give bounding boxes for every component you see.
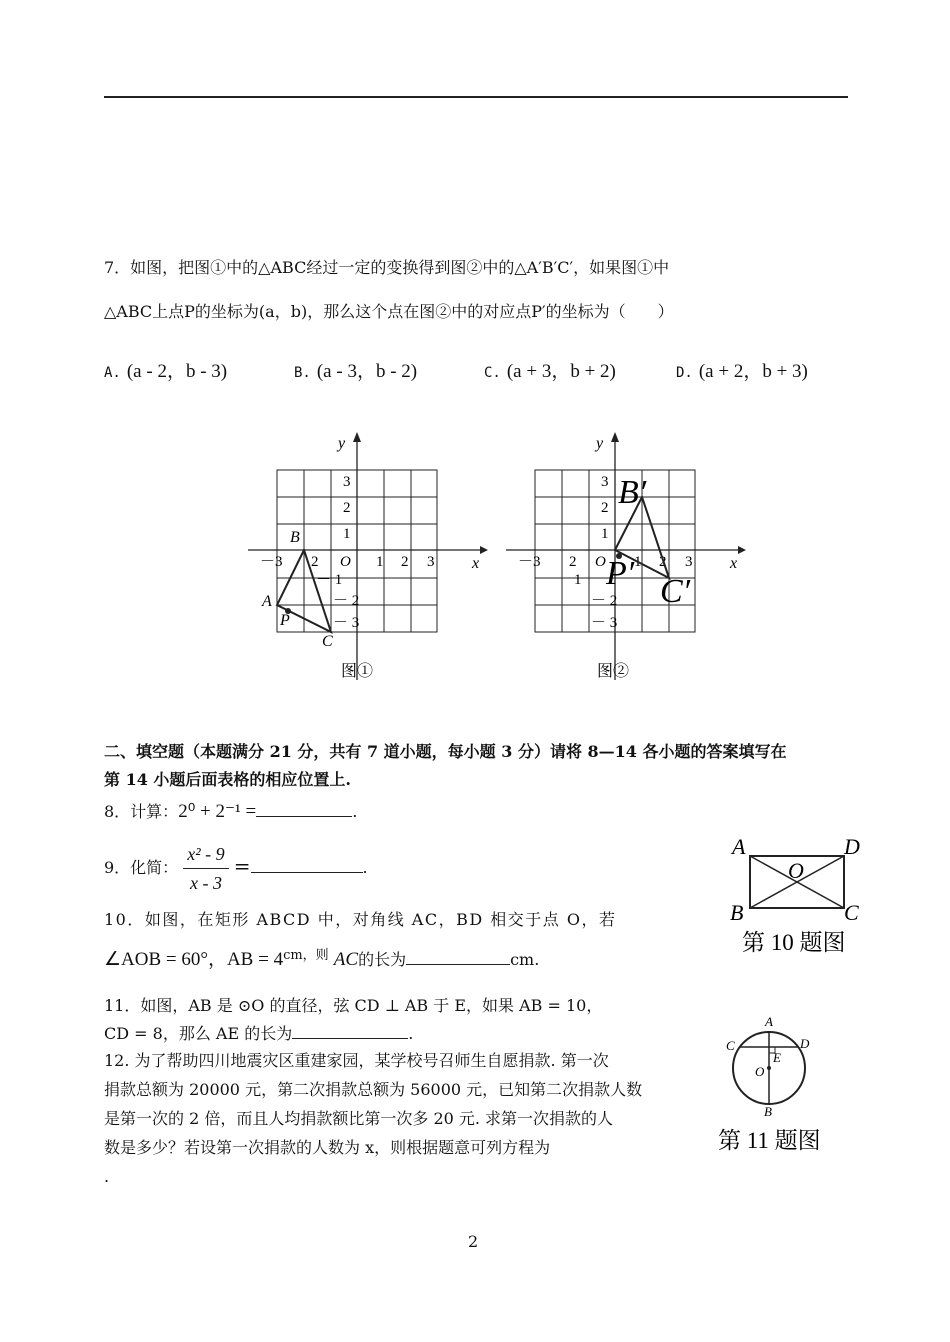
q7-line1: 7．如图，把图①中的△ABC经过一定的变换得到图②中的△A′B′C′，如果图①中 bbox=[104, 258, 670, 277]
q12-line: 数是多少？若设第一次捐款的人数为 x，则根据题意可列方程为 bbox=[104, 1138, 551, 1157]
q10-given: ∠AOB = 60°，AB = 4 bbox=[104, 949, 284, 970]
q7-option-c[interactable] bbox=[484, 356, 616, 383]
x-arrow-icon bbox=[480, 546, 488, 554]
x-tick: 2 bbox=[569, 554, 577, 570]
q10-ac: AC bbox=[333, 949, 359, 970]
label-a: A bbox=[732, 834, 746, 859]
label-a: A bbox=[262, 593, 272, 610]
section2-heading-line1: 二、填空题（本题满分 21 分，共有 7 道小题，每小题 3 分）请将 8—14 各小题的答案填写在 bbox=[104, 742, 787, 761]
x-tick: 2 bbox=[401, 554, 409, 570]
q12-line: . bbox=[104, 1167, 110, 1186]
q9-answer-blank[interactable] bbox=[251, 858, 363, 873]
q12-line: 是第一次的 2 倍，而且人均捐款额比第一次多 20 元. 求第一次捐款的人 bbox=[104, 1109, 614, 1128]
q8-end: . bbox=[352, 802, 358, 821]
figure-caption: 图② bbox=[597, 663, 630, 680]
q7-line2: △ABC上点P的坐标为(a，b)，那么这个点在图②中的对应点P′的坐标为（ ） bbox=[104, 302, 674, 321]
label-b: B bbox=[730, 900, 744, 925]
center-dot bbox=[767, 1066, 771, 1070]
y-tick: 2 bbox=[343, 500, 351, 516]
q9-numerator: x² - 9 bbox=[183, 840, 228, 869]
label-b-prime: B′ bbox=[618, 474, 647, 511]
q10-figure bbox=[722, 830, 872, 960]
x-tick: 3 bbox=[427, 554, 435, 570]
label-e: E bbox=[773, 1050, 781, 1065]
q11-figure bbox=[714, 1010, 864, 1156]
x-axis-label: x bbox=[730, 555, 738, 572]
page-number: 2 bbox=[468, 1232, 479, 1251]
label-p: P bbox=[280, 612, 290, 629]
y-tick: 1 bbox=[343, 526, 351, 542]
q7-option-a[interactable] bbox=[104, 356, 227, 383]
label-c: C bbox=[844, 900, 859, 925]
label-p-prime: P′ bbox=[606, 555, 635, 592]
option-value: (a - 2，b - 3) bbox=[126, 361, 228, 382]
q10-line2 bbox=[104, 946, 539, 970]
y-tick: － 3 bbox=[333, 615, 360, 631]
q12 bbox=[104, 1046, 700, 1191]
y-tick: 1 bbox=[601, 526, 609, 542]
y-tick: － 1 bbox=[316, 572, 343, 588]
q7-figure-1 bbox=[240, 428, 490, 688]
y-tick: － 2 bbox=[333, 593, 360, 609]
q8-answer-blank[interactable] bbox=[256, 802, 352, 817]
y-arrow-icon bbox=[353, 432, 361, 442]
q10-text: 的长为 bbox=[358, 950, 407, 969]
label-o: O bbox=[755, 1064, 765, 1079]
y-tick: 1 bbox=[574, 572, 582, 588]
x-arrow-icon bbox=[738, 546, 746, 554]
option-value: (a + 3，b + 2) bbox=[506, 361, 616, 382]
label-d: D bbox=[844, 834, 860, 859]
q10-answer-blank[interactable] bbox=[406, 950, 510, 965]
x-axis-label: x bbox=[472, 555, 480, 572]
x-tick: －3 bbox=[518, 554, 541, 570]
q12-line: 12. 为了帮助四川地震灾区重建家园，某学校号召师生自愿捐款. 第一次 bbox=[104, 1051, 609, 1070]
label-c: C bbox=[322, 633, 333, 650]
q9-fraction bbox=[183, 840, 228, 897]
y-arrow-icon bbox=[611, 432, 619, 442]
q9 bbox=[104, 840, 368, 897]
q9-equals: = bbox=[233, 854, 251, 878]
y-tick: 2 bbox=[601, 500, 609, 516]
figure-caption: 第 10 题图 bbox=[742, 930, 846, 955]
x-tick: 1 bbox=[376, 554, 384, 570]
x-tick: 2 bbox=[311, 554, 319, 570]
origin-label: O bbox=[340, 554, 351, 570]
option-value: (a - 3，b - 2) bbox=[316, 361, 418, 382]
label-a: A bbox=[765, 1014, 773, 1029]
q7-figure-2 bbox=[498, 428, 748, 688]
q12-line: 捐款总额为 20000 元，第二次捐款总额为 56000 元，已知第二次捐款人数 bbox=[104, 1080, 643, 1099]
label-b: B bbox=[764, 1104, 772, 1119]
q11-line2 bbox=[104, 1024, 413, 1044]
option-letter: D. bbox=[676, 365, 693, 381]
q10-end: cm. bbox=[510, 950, 540, 969]
x-tick: －3 bbox=[260, 554, 283, 570]
q8 bbox=[104, 802, 357, 822]
header-rule bbox=[104, 96, 848, 98]
q7-option-b[interactable] bbox=[294, 356, 417, 383]
q10-unit: cm，则 bbox=[283, 948, 329, 963]
q11-answer-blank[interactable] bbox=[292, 1024, 408, 1039]
origin-label: O bbox=[595, 554, 606, 570]
q9-denominator: x - 3 bbox=[189, 873, 222, 893]
q9-prefix: 9．化简： bbox=[104, 858, 179, 877]
y-tick: 3 bbox=[601, 474, 609, 490]
option-value: (a + 2，b + 3) bbox=[698, 361, 808, 382]
label-b: B bbox=[290, 529, 300, 546]
x-tick: 2 bbox=[659, 554, 667, 570]
figure-caption: 图① bbox=[341, 663, 374, 680]
option-letter: C. bbox=[484, 365, 501, 381]
option-letter: A. bbox=[104, 365, 121, 381]
x-tick: 3 bbox=[685, 554, 693, 570]
q11-line1: 11．如图，AB 是 ⊙O 的直径，弦 CD ⊥ AB 于 E，如果 AB = 10， bbox=[104, 996, 603, 1015]
q8-prefix: 8．计算： bbox=[104, 802, 179, 821]
y-tick: － 3 bbox=[591, 615, 618, 631]
q11-end: . bbox=[408, 1024, 414, 1043]
q8-expr: 2⁰ + 2⁻¹ = bbox=[178, 801, 257, 822]
q11-text: CD = 8，那么 AE 的长为 bbox=[104, 1024, 293, 1043]
q9-end: . bbox=[362, 858, 368, 877]
option-letter: B. bbox=[294, 365, 311, 381]
figure-caption: 第 11 题图 bbox=[718, 1128, 821, 1153]
q7-option-d[interactable] bbox=[676, 356, 808, 383]
y-tick: 3 bbox=[343, 474, 351, 490]
label-o: O bbox=[788, 858, 804, 883]
y-tick: － 2 bbox=[591, 593, 618, 609]
section2-heading-line2: 第 14 小题后面表格的相应位置上. bbox=[104, 770, 351, 789]
q10-line1: 10．如图，在矩形 ABCD 中，对角线 AC，BD 相交于点 O，若 bbox=[104, 910, 617, 929]
label-c-prime: C′ bbox=[660, 573, 691, 610]
x-tick: 1 bbox=[634, 554, 642, 570]
y-axis-label: y bbox=[338, 435, 346, 452]
label-d: D bbox=[800, 1036, 810, 1051]
y-axis-label: y bbox=[596, 435, 604, 452]
label-c: C bbox=[726, 1038, 735, 1053]
